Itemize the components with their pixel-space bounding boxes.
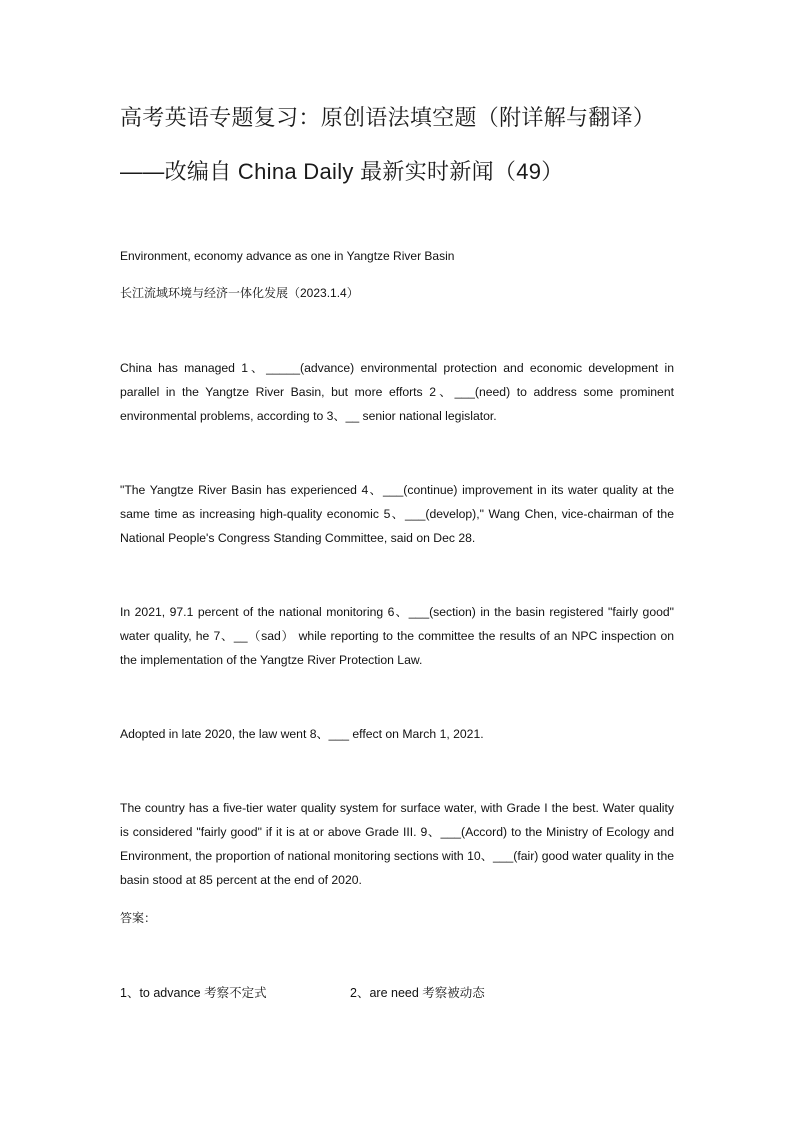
paragraph-3: In 2021, 97.1 percent of the national monitoring 6、___(section) in the basin registered "fairly good" water quality, he 7、__（sad） while reporting to the committee the results of an NPC inspection on the implementation of the Yangtze River Protection Law.	[120, 605, 674, 667]
article-headline-chinese: 长江流域环境与经济一体化发展（2023.1.4）	[120, 286, 359, 300]
paragraph-1: China has managed 1、_____(advance) environmental protection and economic development in parallel in the Yangtze River Basin, but more efforts 2、___(need) to address some prominent environmental problems, according to 3、__ senior national legislator.	[120, 361, 674, 423]
paragraph-2: "The Yangtze River Basin has experienced 4、___(continue) improvement in its water quality at the same time as increasing high-quality economic 5、___(develop)," Wang Chen, vice-chairman of the National People's Congress Standing Committee, said on Dec 28.	[120, 483, 674, 545]
answer-item-2: 2、are need 考察被动态	[350, 986, 485, 1000]
paragraph-4: Adopted in late 2020, the law went 8、___ effect on March 1, 2021.	[120, 727, 484, 741]
answer-item-1: 1、to advance 考察不定式	[120, 986, 267, 1000]
paragraph-5: The country has a five-tier water quality system for surface water, with Grade I the best. Water quality is considered "fairly good" if it is at or above Grade III. 9、___(Accord) to the Ministry of Ecology and Environment, the proportion of national monitoring sections with 10、___(fair) good water quality in the basin stood at 85 percent at the end of 2020.	[120, 801, 674, 887]
article-headline-english: Environment, economy advance as one in Yangtze River Basin	[120, 249, 455, 263]
answers-label: 答案：	[120, 911, 157, 925]
document-title-line-1: 高考英语专题复习：原创语法填空题（附详解与翻译）	[120, 105, 656, 130]
document-title-line-2: ——改编自 China Daily 最新实时新闻（49）	[120, 159, 564, 184]
